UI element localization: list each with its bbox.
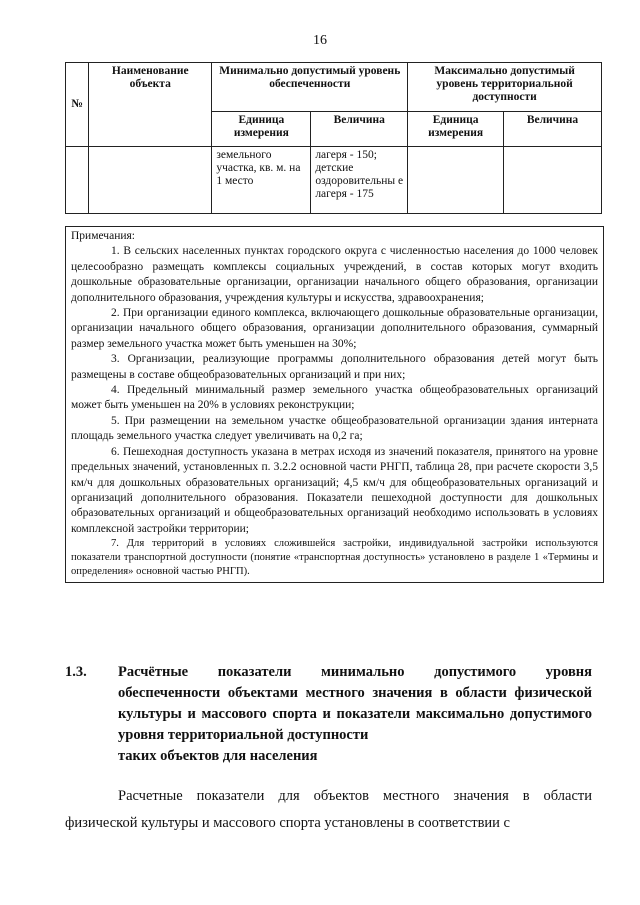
header-max-value: Величина xyxy=(504,112,602,147)
cell-object-name xyxy=(89,147,212,214)
table-header-row xyxy=(66,63,602,112)
section-title-main: Расчётные показатели минимально допустимого уровня обеспеченности объектами местного значения в области физической культуры и массового спорта и показатели максимально допустимого уровня территориальной доступности xyxy=(118,664,592,743)
header-max-level: Максимально допустимый уровень территориальной доступности xyxy=(408,63,602,112)
note-item-3: 3. Организации, реализующие программы дополнительного образования детей могут быть размещены в составе общеобразовательных организаций и при них; xyxy=(71,353,598,381)
section-title xyxy=(118,662,592,767)
body-paragraph: Расчетные показатели для объектов местного значения в области физической культуры и массового спорта установлены в соответствии с xyxy=(65,788,592,831)
cell-min-unit: земельного участка, кв. м. на 1 место xyxy=(212,147,311,214)
section-heading xyxy=(65,662,592,767)
cell-number xyxy=(66,147,89,214)
note-item-7: 7. Для территорий в условиях сложившейся застройки, индивидуальной застройки используются показатели транспортной доступности (понятие «транспортная доступность» установлено в разделе 1 «Термины и определения» основной частью РНГП). xyxy=(71,538,598,578)
notes-block xyxy=(65,226,604,583)
notes-title: Примечания: xyxy=(71,230,135,242)
section-title-last: таких объектов для населения xyxy=(118,748,318,764)
note-item-5: 5. При размещении на земельном участке общеобразовательной организации здания интерната площадь земельного участка следует увеличивать на 0,2 га; xyxy=(71,414,598,443)
norms-table xyxy=(65,62,602,214)
section-number: 1.3. xyxy=(65,664,87,680)
cell-max-value xyxy=(504,147,602,214)
header-min-value: Величина xyxy=(311,112,408,147)
note-item-1: 1. В сельских населенных пунктах городского округа с численностью населения до 1000 человек целесообразно размещать комплексы социальных учреждений, в состав которых могут входить дошкольные образовательные организации, организации начального общего образования, организации дополнительного образования, учреждения культуры и искусства, здравоохранения; xyxy=(71,245,598,304)
table-row xyxy=(66,147,602,214)
header-number: № xyxy=(66,63,89,147)
header-min-level: Минимально допустимый уровень обеспеченности xyxy=(212,63,408,112)
cell-max-unit xyxy=(408,147,504,214)
header-min-unit: Единица измерения xyxy=(212,112,311,147)
header-object-name: Наименование объекта xyxy=(89,63,212,147)
note-item-4: 4. Предельный минимальный размер земельного участка общеобразовательных организаций может быть уменьшен на 20% в условиях реконструкции; xyxy=(71,384,598,412)
header-max-unit: Единица измерения xyxy=(408,112,504,147)
note-item-6: 6. Пешеходная доступность указана в метрах исходя из значений показателя, принятого на уровне предельных значений, установленных п. 3.2.2 основной части РНГП, таблица 28, при расчете скорости 3,5 км/ч для дошкольных образовательных организаций; 4,5 км/ч для общеобразовательных организаций и организаций дополнительного образования. Показатели пешеходной доступности для дошкольных образовательных организаций и общеобразовательных организаций необходимо использовать в условиях комплексной застройки территории; xyxy=(71,445,598,535)
page-number: 16 xyxy=(313,33,327,48)
cell-min-value: лагеря - 150; детские оздоровительны е лагеря - 175 xyxy=(311,147,408,214)
note-item-2: 2. При организации единого комплекса, включающего дошкольные образовательные организации, организации начального общего образования, организации дополнительного образования, суммарный размер земельного участка может быть уменьшен на 30%; xyxy=(71,307,598,350)
